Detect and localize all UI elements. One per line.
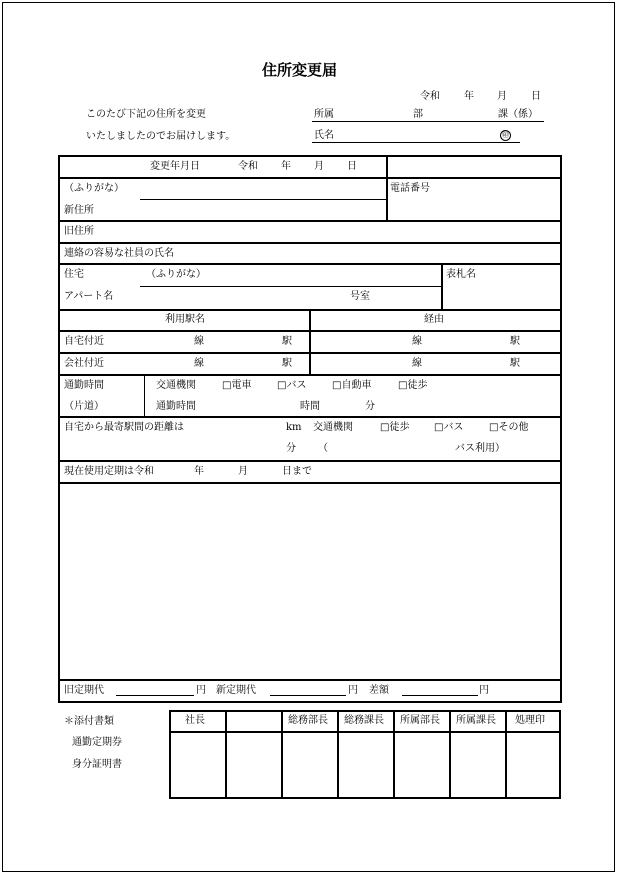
room-label: 号室	[350, 291, 370, 302]
name-label: 氏名	[314, 130, 334, 141]
hours-unit: 時間	[300, 401, 320, 412]
pass-label: 現在使用定期は令和	[64, 466, 154, 477]
dept-underline	[312, 121, 544, 122]
transport-option-bus[interactable]: □バス	[277, 380, 307, 391]
notes-area[interactable]	[62, 486, 558, 676]
change-date-day: 日	[347, 161, 357, 172]
new-fare-underline	[270, 695, 346, 696]
nameplate-label: 表札名	[446, 269, 476, 280]
paren-open: （	[318, 443, 328, 454]
intro-line-2: いたしましたのでお届けします。	[86, 131, 236, 142]
approval-dept-director: 所属部長	[400, 715, 440, 726]
header-date-day: 日	[531, 91, 541, 102]
intro-line-1: このたび下記の住所を変更	[86, 109, 206, 120]
dept-unit: 部	[413, 109, 423, 120]
transport-label: 交通機関	[156, 380, 196, 391]
commute-duration-label: 通勤時間	[156, 401, 196, 412]
new-fare-yen: 円	[348, 685, 358, 696]
new-address-label: 新住所	[64, 205, 94, 216]
old-fare-underline	[116, 695, 194, 696]
pass-month: 月	[238, 466, 248, 477]
attachment-id: 身分証明書	[72, 759, 122, 770]
name-underline	[312, 142, 520, 143]
route-header: 経由	[424, 314, 444, 325]
furigana-label: （ふりがな）	[64, 183, 124, 194]
office-line-unit: 線	[194, 358, 204, 369]
distance-label: 自宅から最寄駅間の距離は	[64, 422, 184, 433]
seal-icon: ㊞	[502, 131, 509, 139]
change-date-label: 変更年月日	[150, 161, 200, 172]
section-unit: 課（係）	[498, 109, 538, 120]
transport-option-walk[interactable]: □徒歩	[398, 380, 428, 391]
office-station-unit: 駅	[282, 358, 292, 369]
home-route-line-unit: 線	[412, 336, 422, 347]
transport-option-train[interactable]: □電車	[222, 380, 252, 391]
bus-use-label: バス利用）	[455, 443, 505, 454]
approval-dept-manager: 所属課長	[456, 715, 496, 726]
station-header: 利用駅名	[165, 314, 205, 325]
contact-label: 連絡の容易な社員の氏名	[64, 248, 174, 259]
home-route-station-unit: 駅	[510, 336, 520, 347]
diff-yen: 円	[479, 685, 489, 696]
apartment-label: アパート名	[64, 291, 114, 302]
header-date-month: 月	[497, 91, 507, 102]
change-date-era: 令和	[238, 161, 258, 172]
phone-label: 電話番号	[390, 183, 430, 194]
transport-label-2: 交通機関	[313, 422, 353, 433]
residence-furigana: （ふりがな）	[146, 269, 206, 280]
change-date-month: 月	[314, 161, 324, 172]
approval-ga-manager: 総務課長	[344, 715, 384, 726]
dept-label: 所属	[314, 109, 334, 120]
distance-option-walk[interactable]: □徒歩	[380, 422, 410, 433]
diff-underline	[402, 695, 478, 696]
old-fare-yen: 円	[196, 685, 206, 696]
pass-year: 年	[194, 466, 204, 477]
home-label: 自宅付近	[64, 336, 104, 347]
one-way-label: （片道）	[64, 401, 104, 412]
old-fare-label: 旧定期代	[64, 685, 104, 696]
old-address-label: 旧住所	[64, 226, 94, 237]
residence-label: 住宅	[64, 269, 84, 280]
km-unit: km	[286, 422, 302, 433]
office-route-line-unit: 線	[412, 358, 422, 369]
office-route-station-unit: 駅	[510, 358, 520, 369]
approval-ga-director: 総務部長	[288, 715, 328, 726]
new-fare-label: 新定期代	[216, 685, 256, 696]
minutes-unit: 分	[365, 401, 375, 412]
approval-processing-seal: 処理印	[515, 715, 545, 726]
diff-label: 差額	[369, 685, 389, 696]
distance-option-bus[interactable]: □バス	[434, 422, 464, 433]
header-date-year: 年	[464, 91, 474, 102]
header-date-era: 令和	[420, 91, 440, 102]
attachments-label: ＊添付書類	[64, 716, 114, 727]
change-date-year: 年	[281, 161, 291, 172]
commute-time-label: 通勤時間	[64, 380, 104, 391]
home-station-unit: 駅	[282, 336, 292, 347]
attachment-commuter-pass: 通勤定期券	[72, 737, 122, 748]
home-line-unit: 線	[194, 336, 204, 347]
page-title: 住所変更届	[262, 61, 338, 79]
minutes-unit-2: 分	[286, 443, 296, 454]
approval-president: 社長	[185, 715, 205, 726]
transport-option-car[interactable]: □自動車	[332, 380, 372, 391]
pass-until: 日まで	[282, 466, 312, 477]
distance-option-other[interactable]: □その他	[489, 422, 529, 433]
office-label: 会社付近	[64, 358, 104, 369]
